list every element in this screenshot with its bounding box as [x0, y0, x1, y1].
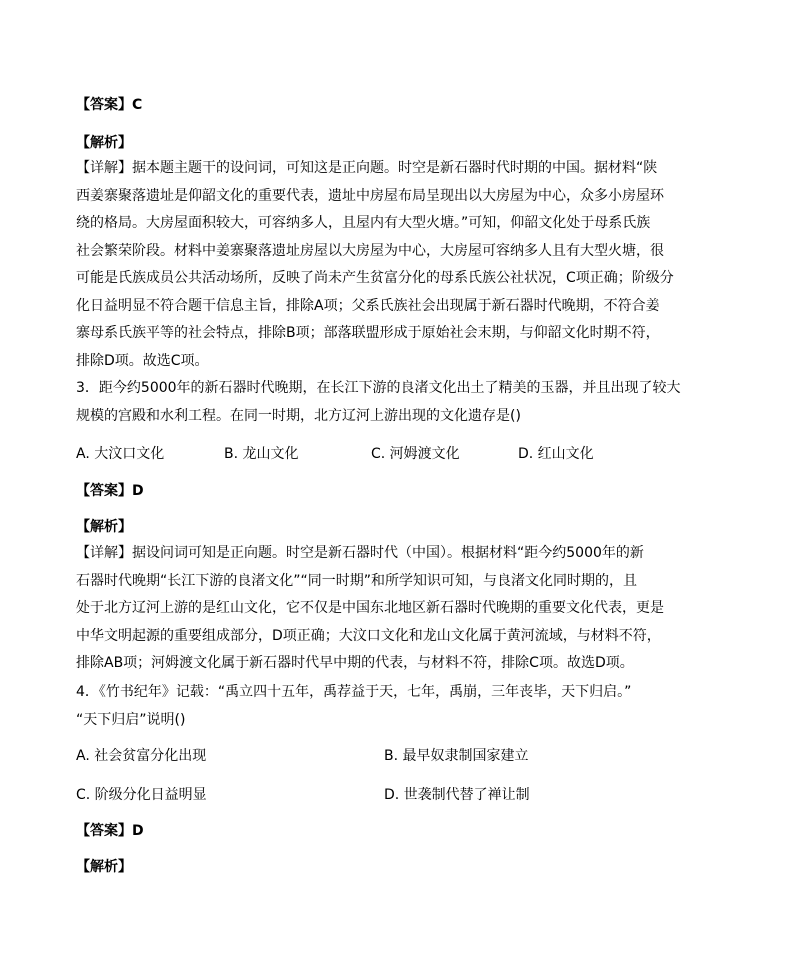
- detail-line: 排除AB项；河姆渡文化属于新石器时代早中期的代表，与材料不符，排除C项。故选D项。: [76, 655, 634, 671]
- question-3-stem: [76, 375, 681, 430]
- question-4-stem: [76, 679, 676, 734]
- q4-option-b: B. 最早奴隶制国家建立: [384, 748, 529, 764]
- q3-option-a: A. 大汶口文化: [76, 446, 165, 462]
- answer-label-q4: 【答案】D: [76, 823, 144, 839]
- q4-option-a: A. 社会贫富分化出现: [76, 748, 207, 764]
- q4-option-c: C. 阶级分化日益明显: [76, 787, 207, 803]
- detail-line: 中华文明起源的重要组成部分，D项正确；大汶口文化和龙山文化属于黄河流域，与材料不符，: [76, 627, 661, 644]
- q3-option-d: D. 红山文化: [518, 446, 594, 462]
- detail-line: 处于北方辽河上游的是红山文化，它不仅是中国东北地区新石器时代晚期的重要文化代表，更是: [76, 600, 664, 616]
- detail-line: 【详解】据设问词可知是正向题。时空是新石器时代（中国）。根据材料“距今约5000年的新: [76, 545, 644, 561]
- analysis-detail-q3: [76, 540, 676, 678]
- detail-line: 西姜寨聚落遗址是仰韶文化的重要代表，遗址中房屋布局呈现出以大房屋为中心，众多小房屋环: [76, 187, 664, 204]
- analysis-detail-q2: [76, 155, 676, 375]
- q3-option-b: B. 龙山文化: [224, 446, 299, 462]
- answer-label-q2: 【答案】C: [76, 97, 143, 113]
- detail-line: 绕的格局。大房屋面积较大，可容纳多人，且屋内有大型火塘。”可知，仰韶文化处于母系氏族: [76, 215, 651, 231]
- analysis-header-q3: 【解析】: [76, 519, 132, 535]
- detail-line: 寨母系氏族平等的社会特点，排除B项；部落联盟形成于原始社会末期，与仰韶文化时期不符，: [76, 325, 660, 341]
- analysis-header-q2: 【解析】: [76, 135, 132, 151]
- detail-line: 石器时代晚期“长江下游的良渚文化”“同一时期”和所学知识可知，与良渚文化同时期的，且: [76, 572, 638, 589]
- analysis-header-q4: 【解析】: [76, 859, 132, 875]
- detail-line: 排除D项。故选C项。: [76, 352, 209, 369]
- answer-label-q3: 【答案】D: [76, 483, 144, 499]
- stem-line: 规模的宫殿和水利工程。在同一时期，北方辽河上游出现的文化遗存是(): [76, 407, 521, 424]
- stem-line: “天下归启”说明(): [76, 711, 186, 728]
- q4-option-d: D. 世袭制代替了禅让制: [384, 787, 530, 803]
- stem-line: 4．《竹书纪年》记载：“禹立四十五年，禹荐益于天，七年，禹崩，三年丧毕，天下归启。”: [76, 684, 632, 700]
- detail-line: 可能是氏族成员公共活动场所，反映了尚未产生贫富分化的母系氏族公社状况，C项正确；阶级分: [76, 270, 674, 286]
- q3-option-c: C. 河姆渡文化: [371, 446, 460, 462]
- detail-line: 【详解】据本题主题干的设问词，可知这是正向题。时空是新石器时代时期的中国。据材料“陕: [76, 160, 658, 176]
- stem-line: 3．距今约5000年的新石器时代晚期，在长江下游的良渚文化出土了精美的玉器，并且出现了较大: [76, 380, 681, 396]
- detail-line: 社会繁荣阶段。材料中姜寨聚落遗址房屋以大房屋为中心，大房屋可容纳多人且有大型火塘，很: [76, 242, 664, 259]
- detail-line: 化日益明显不符合题干信息主旨，排除A项；父系氏族社会出现属于新石器时代晚期，不符合姜: [76, 297, 660, 314]
